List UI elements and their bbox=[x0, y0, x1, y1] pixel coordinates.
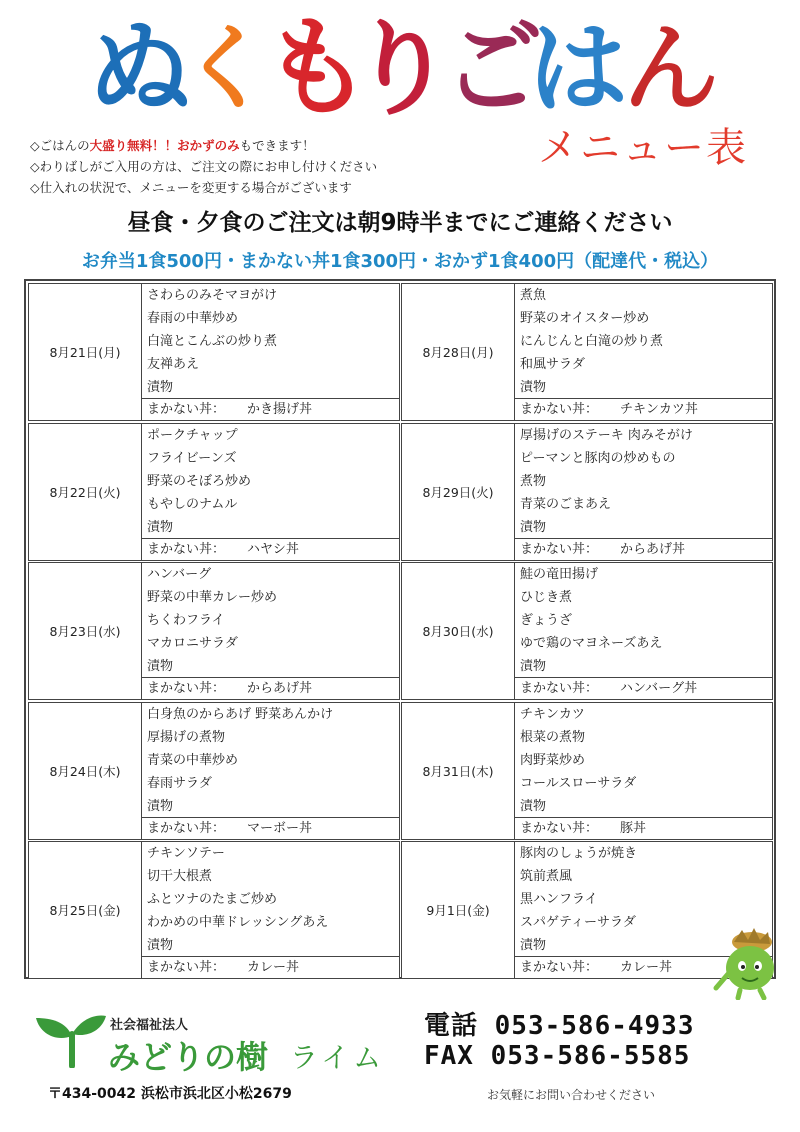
menu-item: 春雨の中華炒め bbox=[147, 311, 239, 326]
makanai-dish: カレー丼 bbox=[620, 960, 673, 975]
makanai-label: まかない丼： bbox=[520, 541, 599, 557]
menu-item: 煮物 bbox=[520, 473, 547, 489]
menu-items bbox=[142, 284, 399, 420]
makanai-dish: かき揚げ丼 bbox=[247, 402, 313, 417]
menu-item: コールスローサラダ bbox=[520, 775, 637, 791]
menu-item: 漬物 bbox=[520, 938, 547, 953]
makanai-dish: からあげ丼 bbox=[247, 681, 313, 696]
menu-date: 8月29日(火) bbox=[402, 424, 515, 560]
makanai-row bbox=[142, 398, 399, 420]
menu-item: 青菜のごまあえ bbox=[520, 496, 612, 512]
menu-date: 8月25日(金) bbox=[29, 842, 142, 978]
makanai-dish: ハヤシ丼 bbox=[247, 541, 299, 557]
makanai-row bbox=[515, 398, 772, 420]
menu-item: 漬物 bbox=[520, 798, 547, 814]
menu-items bbox=[142, 563, 399, 699]
order-deadline: 昼食・夕食のご注文は朝9時半までにご連絡ください bbox=[127, 210, 673, 236]
note-line bbox=[30, 178, 352, 196]
menu-item: ひじき煮 bbox=[520, 590, 573, 605]
org-sub: ライム bbox=[290, 1041, 386, 1074]
menu-item: 煮魚 bbox=[520, 288, 547, 303]
menu-item: ポークチャップ bbox=[147, 427, 238, 443]
subtitle: メニュー表 bbox=[538, 125, 748, 171]
makanai-dish: カレー丼 bbox=[247, 960, 300, 975]
menu-day-cell bbox=[28, 423, 400, 561]
makanai-label: まかない丼： bbox=[520, 960, 599, 975]
menu-item: もやしのナムル bbox=[147, 496, 238, 512]
menu-items bbox=[515, 284, 772, 420]
menu-item: 厚揚げの煮物 bbox=[147, 729, 226, 745]
menu-item: 漬物 bbox=[147, 519, 174, 535]
makanai-label: まかない丼： bbox=[147, 960, 226, 975]
makanai-row bbox=[515, 677, 772, 699]
menu-item: にんじんと白滝の炒り煮 bbox=[520, 334, 664, 349]
mascot-illustration bbox=[712, 928, 784, 1000]
note-text: ◇仕入れの状況で、メニューを変更する場合がございます bbox=[30, 180, 352, 195]
menu-day-cell bbox=[28, 702, 400, 840]
note-text: ◇わりばしがご入用の方は、ご注文の際にお申し付けください bbox=[30, 159, 378, 174]
org-type: 社会福祉法人 bbox=[110, 1018, 189, 1033]
title-char: は bbox=[528, 10, 628, 127]
menu-date: 8月30日(水) bbox=[402, 563, 515, 699]
menu-date: 8月24日(木) bbox=[29, 703, 142, 839]
menu-items bbox=[515, 703, 772, 839]
makanai-label: まかない丼： bbox=[520, 402, 599, 417]
menu-item: ハンバーグ bbox=[147, 567, 212, 582]
title-char: り bbox=[350, 8, 455, 130]
makanai-row bbox=[142, 538, 399, 560]
contact-note: お気軽にお問い合わせください bbox=[487, 1088, 656, 1102]
menu-item: ちくわフライ bbox=[147, 613, 225, 628]
makanai-row bbox=[142, 956, 399, 978]
menu-item: ゆで鶏のマヨネーズあえ bbox=[520, 636, 663, 651]
menu-item: 青菜の中華炒め bbox=[147, 752, 239, 768]
makanai-row bbox=[515, 817, 772, 839]
price-info: お弁当1食500円・まかない丼1食300円・おかず1食400円（配達代・税込） bbox=[81, 251, 719, 272]
menu-item: 友禅あえ bbox=[147, 357, 200, 372]
menu-item: 鮭の竜田揚げ bbox=[520, 567, 599, 582]
menu-item: チキンカツ bbox=[520, 706, 585, 722]
menu-day-cell bbox=[28, 283, 400, 421]
menu-item: ぎょうざ bbox=[520, 613, 573, 628]
makanai-dish: ハンバーグ丼 bbox=[620, 681, 698, 696]
fax-number: FAX 053-586-5585 bbox=[424, 1041, 691, 1071]
phone-number: 電話 053-586-4933 bbox=[424, 1011, 695, 1041]
menu-item: 根菜の煮物 bbox=[520, 729, 586, 745]
menu-item: マカロニサラダ bbox=[147, 636, 238, 651]
menu-item: 肉野菜炒め bbox=[520, 752, 586, 768]
makanai-label: まかない丼： bbox=[147, 402, 226, 417]
menu-item: 漬物 bbox=[520, 519, 547, 535]
menu-item: 和風サラダ bbox=[520, 357, 585, 372]
menu-item: 切干大根煮 bbox=[147, 869, 213, 884]
menu-item: わかめの中華ドレッシングあえ bbox=[147, 915, 329, 930]
note-line bbox=[30, 157, 377, 175]
menu-item: チキンソテー bbox=[147, 846, 225, 861]
menu-item: 野菜のそぼろ炒め bbox=[147, 473, 252, 489]
menu-date: 9月1日(金) bbox=[402, 842, 515, 978]
menu-date: 8月31日(木) bbox=[402, 703, 515, 839]
menu-item: 漬物 bbox=[147, 938, 174, 953]
menu-day-cell bbox=[401, 562, 773, 700]
org-name: みどりの樹 bbox=[108, 1038, 269, 1076]
menu-item: フライビーンズ bbox=[147, 450, 237, 466]
menu-item: 漬物 bbox=[147, 798, 174, 814]
title-char: ん bbox=[623, 13, 719, 125]
menu-item: 黒ハンフライ bbox=[520, 892, 598, 907]
menu-items bbox=[142, 842, 399, 978]
address: 〒434-0042 浜松市浜北区小松2679 bbox=[48, 1086, 292, 1102]
menu-item: 漬物 bbox=[520, 659, 547, 674]
menu-item: 野菜のオイスター炒め bbox=[520, 311, 650, 326]
makanai-label: まかない丼： bbox=[147, 541, 226, 557]
menu-item: 白滝とこんぶの炒り煮 bbox=[147, 334, 278, 349]
menu-items bbox=[515, 563, 772, 699]
menu-date: 8月28日(月) bbox=[402, 284, 515, 420]
menu-date: 8月22日(火) bbox=[29, 424, 142, 560]
menu-item: 漬物 bbox=[147, 380, 174, 395]
menu-item: さわらのみそマヨがけ bbox=[147, 288, 278, 303]
makanai-row bbox=[142, 677, 399, 699]
menu-day-cell bbox=[401, 283, 773, 421]
makanai-row bbox=[142, 817, 399, 839]
menu-item: 白身魚のからあげ 野菜あんかけ bbox=[147, 706, 334, 722]
menu-item: ピーマンと豚肉の炒めもの bbox=[520, 450, 676, 466]
menu-date: 8月23日(水) bbox=[29, 563, 142, 699]
menu-item: ふとツナのたまご炒め bbox=[147, 892, 278, 907]
makanai-dish: チキンカツ丼 bbox=[620, 402, 698, 417]
menu-item: 春雨サラダ bbox=[147, 775, 212, 791]
menu-items bbox=[515, 424, 772, 560]
menu-item: 筑前煮風 bbox=[520, 869, 573, 884]
makanai-label: まかない丼： bbox=[147, 681, 226, 696]
note-highlight: 大盛り無料！！おかずのみ bbox=[89, 138, 240, 153]
menu-item: 漬物 bbox=[147, 659, 174, 674]
menu-table bbox=[24, 279, 776, 979]
title-char: ぬ bbox=[88, 8, 193, 130]
menu-item: 厚揚げのステーキ 肉みそがけ bbox=[520, 427, 693, 443]
title-char: く bbox=[180, 15, 273, 122]
menu-day-cell bbox=[401, 423, 773, 561]
makanai-row bbox=[515, 538, 772, 560]
menu-item: 野菜の中華カレー炒め bbox=[147, 590, 278, 605]
menu-items bbox=[142, 703, 399, 839]
menu-day-cell bbox=[401, 702, 773, 840]
makanai-label: まかない丼： bbox=[520, 820, 599, 836]
menu-item: スパゲティーサラダ bbox=[520, 915, 636, 930]
note-text: もできます！ bbox=[239, 138, 315, 153]
menu-date: 8月21日(月) bbox=[29, 284, 142, 420]
makanai-dish: 豚丼 bbox=[620, 820, 647, 836]
menu-items bbox=[142, 424, 399, 560]
menu-day-cell bbox=[28, 841, 400, 979]
makanai-label: まかない丼： bbox=[520, 681, 599, 696]
leaf-logo-icon bbox=[36, 1012, 106, 1068]
menu-item: 漬物 bbox=[520, 380, 547, 395]
menu-item: 豚肉のしょうが焼き bbox=[520, 846, 638, 861]
title-char: ご bbox=[443, 10, 543, 127]
makanai-label: まかない丼： bbox=[147, 820, 226, 836]
note-line bbox=[30, 136, 315, 154]
title-char: も bbox=[263, 6, 372, 131]
note-text: ◇ごはんの bbox=[30, 138, 90, 153]
makanai-dish: マーボー丼 bbox=[247, 820, 313, 836]
menu-day-cell bbox=[28, 562, 400, 700]
makanai-dish: からあげ丼 bbox=[620, 541, 686, 557]
